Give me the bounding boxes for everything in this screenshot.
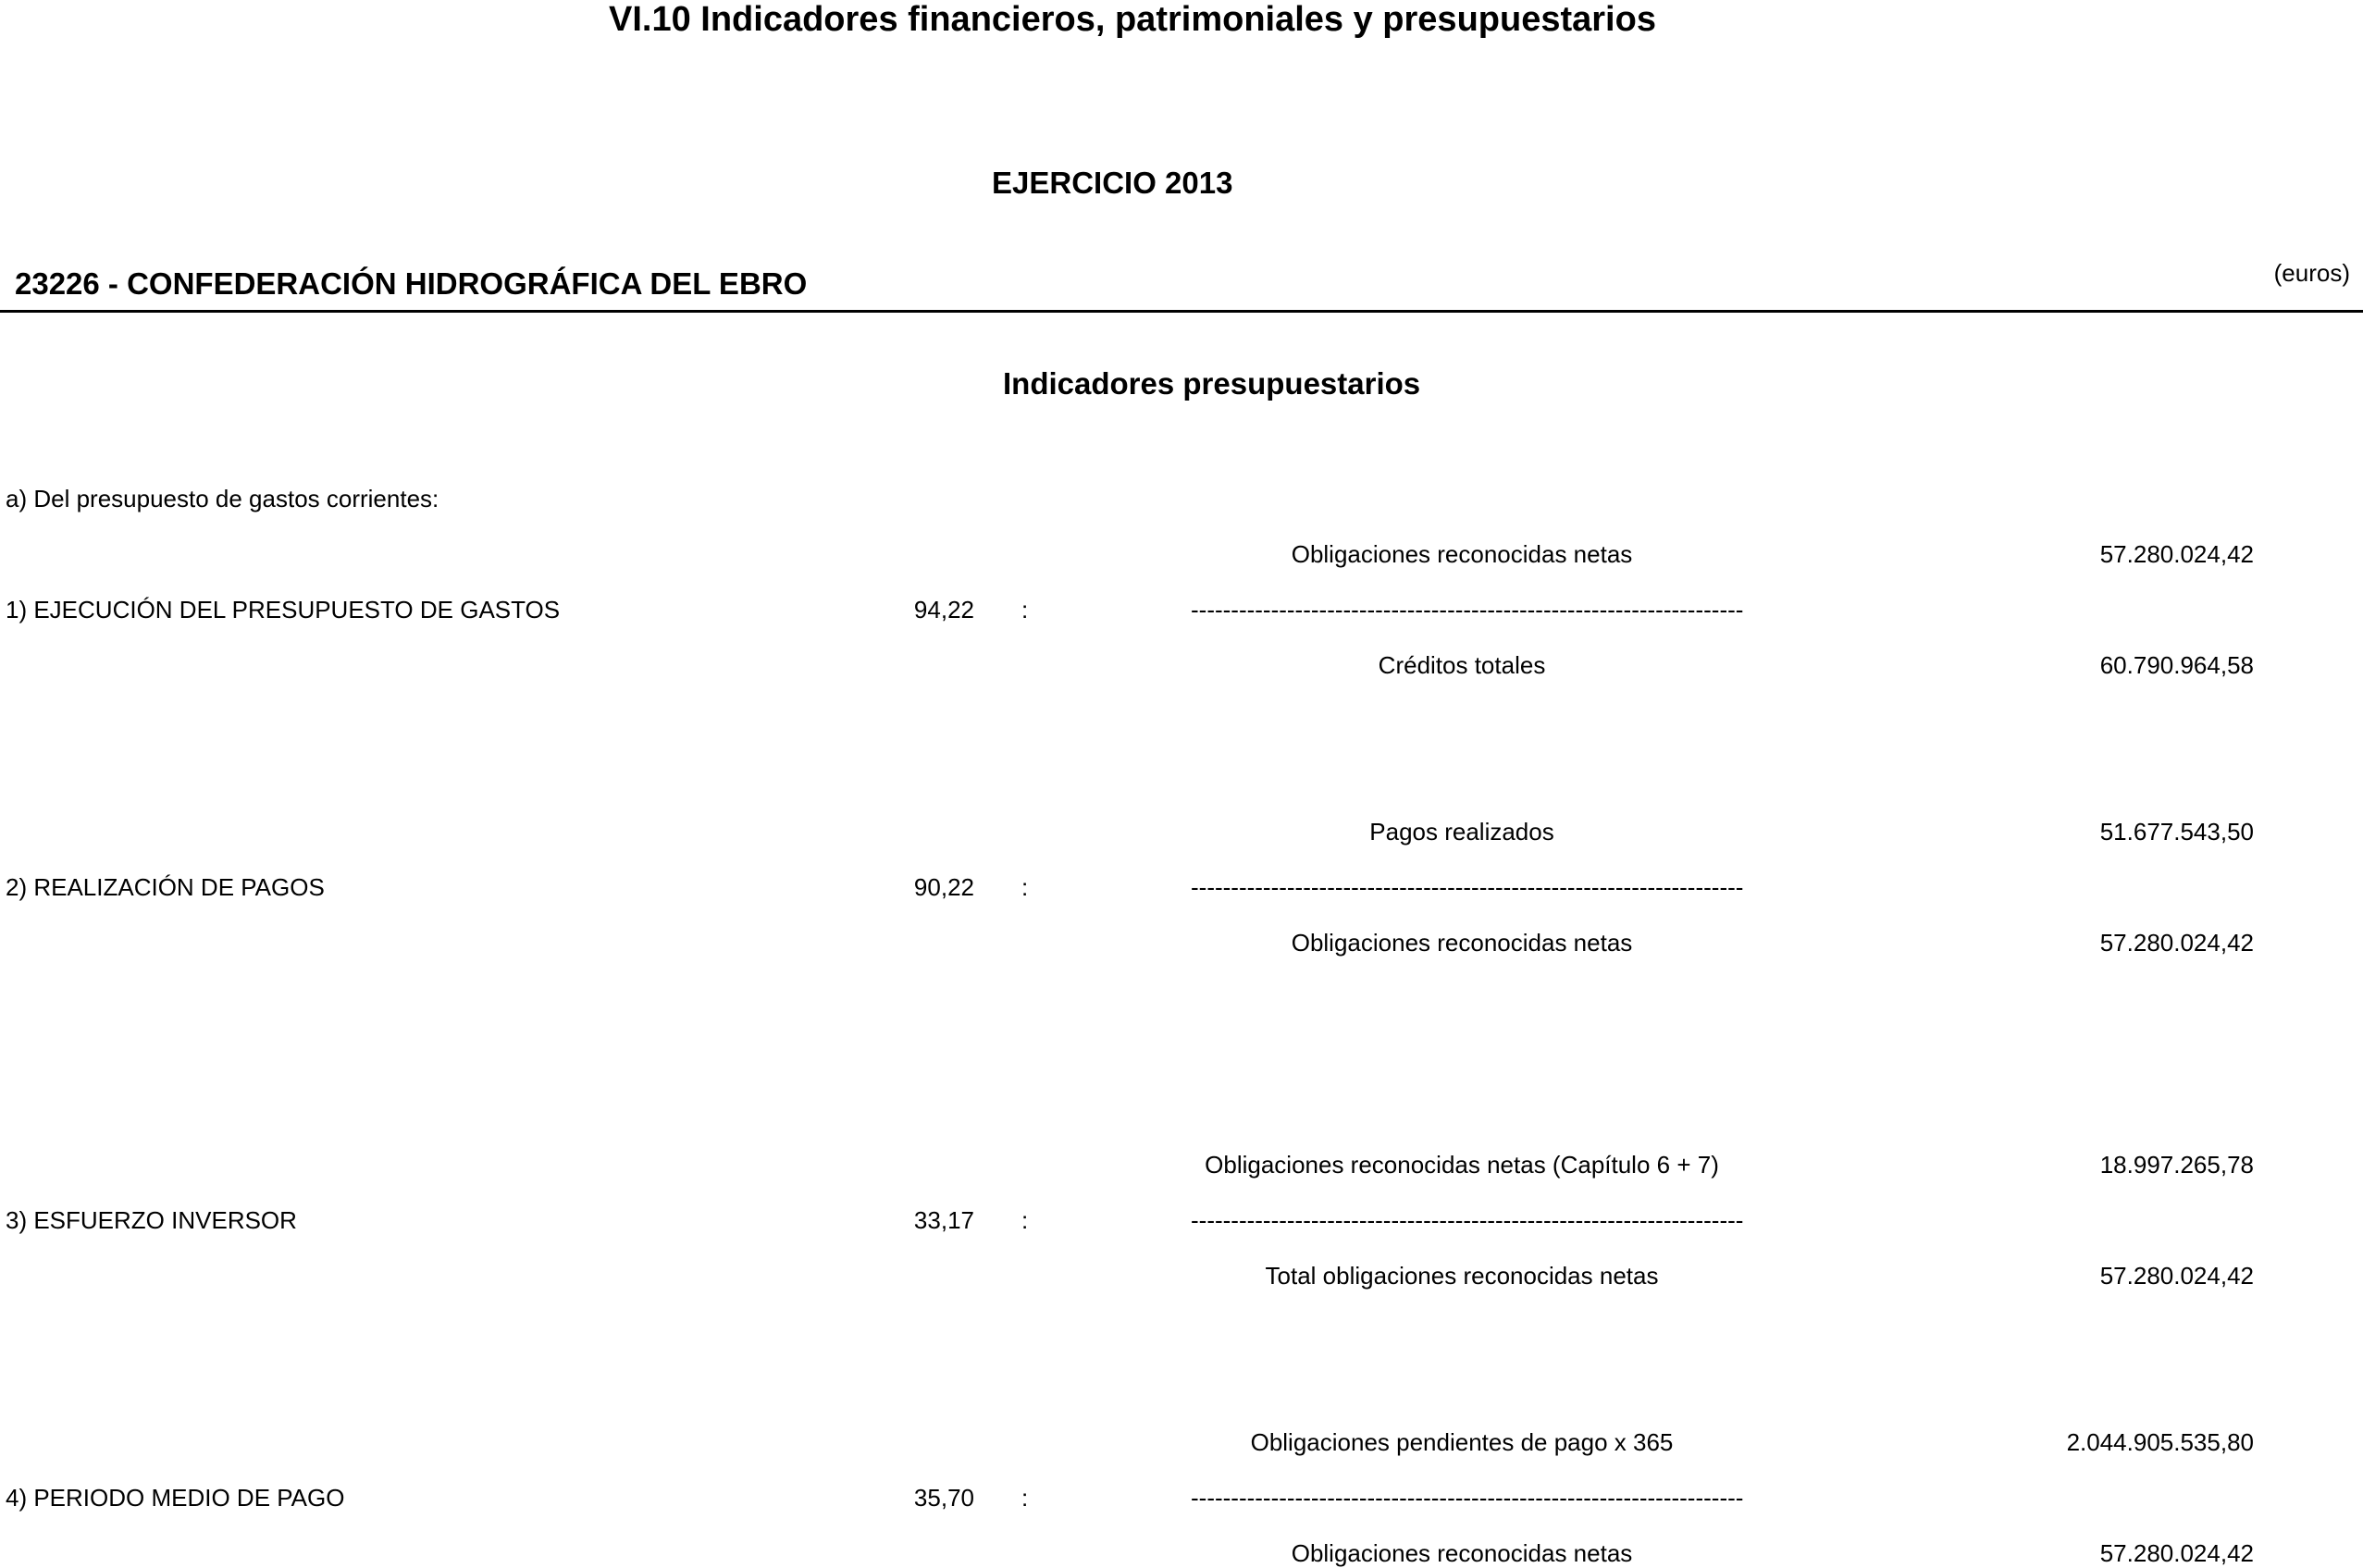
indicator-value: 90,22 [913, 873, 974, 901]
numerator-value: 57.280.024,42 [2099, 540, 2254, 568]
fraction-line: --------------------------------------------------------------------- [1191, 596, 1744, 623]
indicator-label: 2) REALIZACIÓN DE PAGOS [6, 873, 325, 901]
indicator-colon: : [1021, 596, 1029, 623]
indicator-label: 1) EJECUCIÓN DEL PRESUPUESTO DE GASTOS [6, 596, 561, 623]
section-title: Indicadores presupuestarios [1003, 366, 1421, 401]
indicator-label: 3) ESFUERZO INVERSOR [6, 1206, 297, 1234]
denominator-value: 57.280.024,42 [2099, 929, 2254, 957]
denominator-label: Total obligaciones reconocidas netas [1265, 1262, 1659, 1290]
denominator-value: 57.280.024,42 [2099, 1539, 2254, 1567]
numerator-label: Pagos realizados [1369, 818, 1554, 846]
denominator-value: 57.280.024,42 [2099, 1262, 2254, 1290]
numerator-label: Obligaciones reconocidas netas [1291, 540, 1633, 568]
subsection-title: a) Del presupuesto de gastos corrientes: [6, 485, 439, 512]
indicator-value: 94,22 [913, 596, 974, 623]
denominator-label: Obligaciones reconocidas netas [1291, 1539, 1633, 1567]
indicator-value: 35,70 [913, 1484, 974, 1512]
denominator-label: Créditos totales [1378, 651, 1546, 679]
numerator-value: 51.677.543,50 [2099, 818, 2254, 846]
denominator-value: 60.790.964,58 [2099, 651, 2254, 679]
fiscal-year-heading: EJERCICIO 2013 [992, 166, 1233, 200]
numerator-label: Obligaciones reconocidas netas (Capítulo 6 + 7) [1205, 1151, 1719, 1179]
indicator-colon: : [1021, 873, 1029, 901]
header-divider [0, 310, 2363, 313]
numerator-value: 2.044.905.535,80 [2066, 1428, 2254, 1456]
indicator-colon: : [1021, 1484, 1029, 1512]
page-title: VI.10 Indicadores financieros, patrimoniales y presupuestarios [609, 0, 1656, 39]
numerator-value: 18.997.265,78 [2099, 1151, 2254, 1179]
fraction-line: --------------------------------------------------------------------- [1191, 1206, 1744, 1234]
denominator-label: Obligaciones reconocidas netas [1291, 929, 1633, 957]
entity-name: 23226 - CONFEDERACIÓN HIDROGRÁFICA DEL EBRO [15, 266, 808, 301]
indicator-label: 4) PERIODO MEDIO DE PAGO [6, 1484, 345, 1512]
indicator-colon: : [1021, 1206, 1029, 1234]
fraction-line: --------------------------------------------------------------------- [1191, 873, 1744, 901]
indicator-value: 33,17 [913, 1206, 974, 1234]
currency-units: (euros) [2273, 259, 2350, 287]
numerator-label: Obligaciones pendientes de pago x 365 [1250, 1428, 1674, 1456]
fraction-line: --------------------------------------------------------------------- [1191, 1484, 1744, 1512]
